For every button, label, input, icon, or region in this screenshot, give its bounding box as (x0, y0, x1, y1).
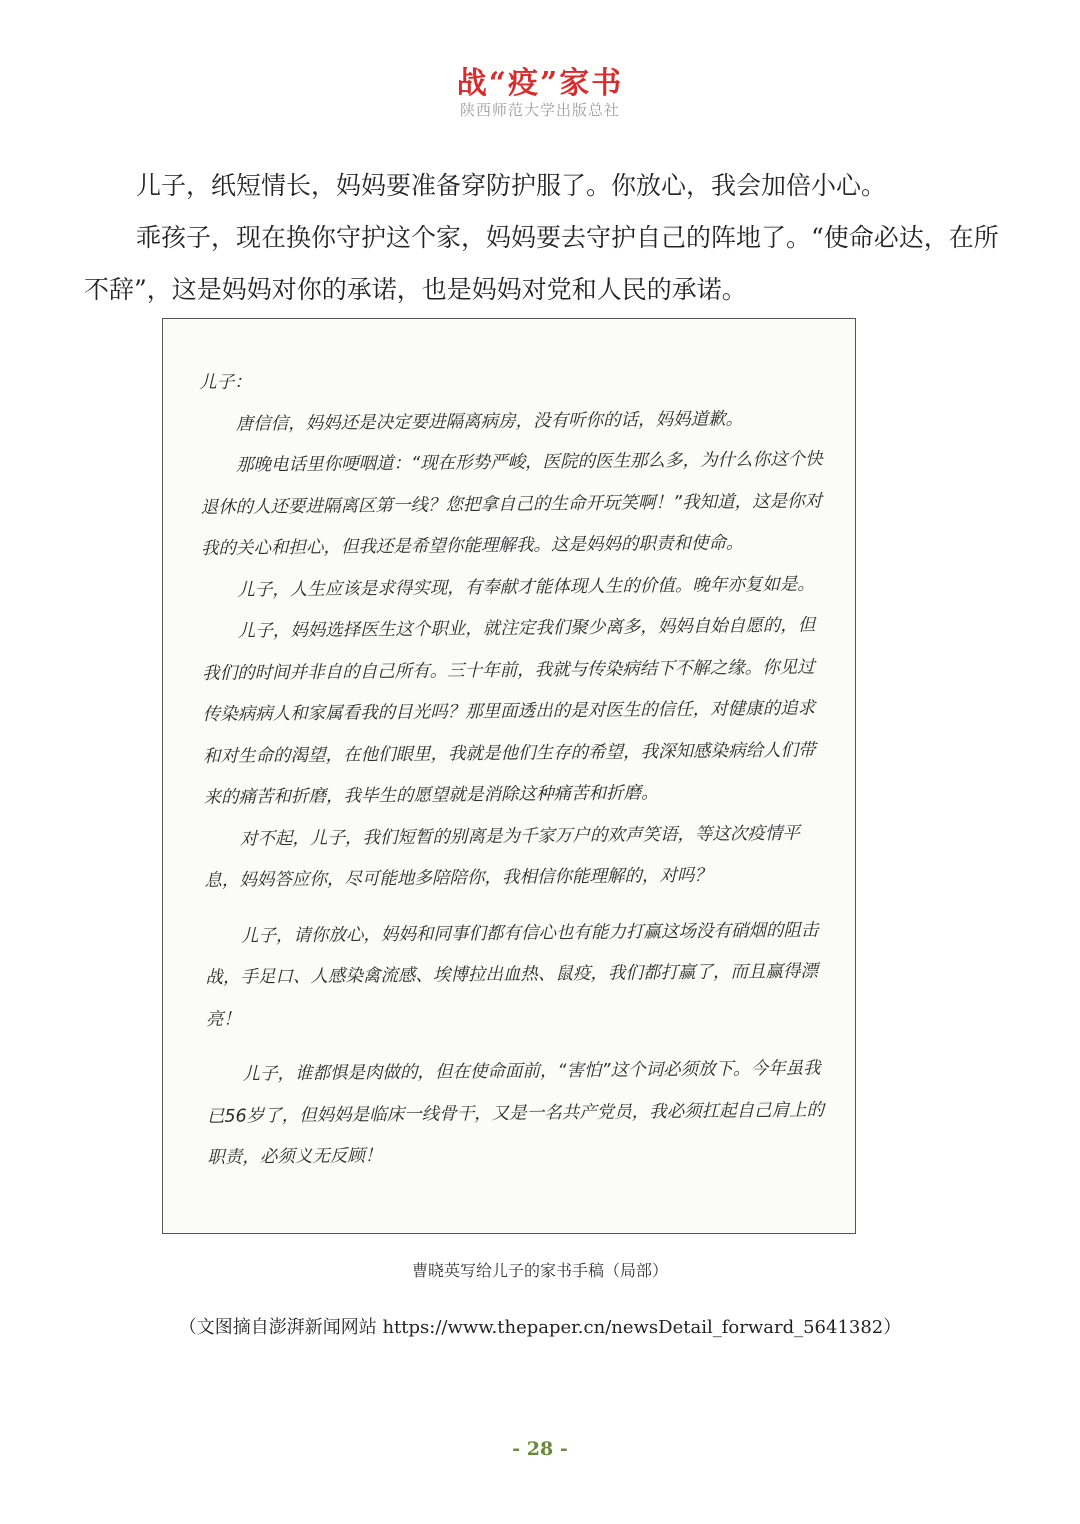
letter-paragraph: 儿子，谁都惧是肉做的，但在使命面前，“害怕”这个词必须放下。今年虽我已56岁了，但妈妈是临床一线骨干，又是一名共产党员，我必须扛起自己肩上的职责，必须义无反顾！ (206, 1058, 825, 1168)
book-title: 战“疫”家书 (456, 66, 624, 101)
letter-paragraph: 对不起，儿子，我们短暂的别离是为千家万户的欢声笑语，等这次疫情平息，妈妈答应你，尽可能地多陪陪你，我相信你能理解的，对吗？ (204, 823, 801, 891)
body-paragraph: 儿子，纸短情长，妈妈要准备穿防护服了。你放心，我会加倍小心。 (136, 171, 887, 200)
letter-paragraph: 儿子，妈妈选择医生这个职业，就注定我们聚少离多，妈妈自始自愿的，但我们的时间并非自的自己所有。三十年前，我就与传染病结下不解之缘。你见过传染病病人和家属看我的目光吗？那里面透出的是对医生的信任，对健康的追求和对生命的渴望，在他们眼里，我就是他们生存的希望，我深知感染病给人们带来的痛苦和折磨，我毕生的愿望就是消除这种痛苦和折磨。 (202, 615, 816, 808)
publisher-name: 陕西师范大学出版总社 (459, 101, 620, 119)
letter-paragraph: 唐信信，妈妈还是决定要进隔离病房，没有听你的话，妈妈道歉。 (235, 408, 744, 435)
image-caption: 曹晓英写给儿子的家书手稿（局部） (411, 1261, 668, 1280)
letter-salutation: 儿子： (199, 372, 252, 393)
page-number: - 28 - (512, 1438, 568, 1460)
handwritten-letter-image (162, 318, 856, 1234)
letter-paragraph: 那晚电话里你哽咽道：“现在形势严峻，医院的医生那么多，为什么你这个快退休的人还要进隔离区第一线？您把拿自己的生命开玩笑啊！”我知道，这是你对我的关心和担心，但我还是希望你能理解我。这是妈妈的职责和使命。 (200, 449, 823, 559)
source-citation: （文图摘自澎湃新闻网站 https://www.thepaper.cn/newsDetail_forward_5641382） (178, 1317, 902, 1338)
letter-paragraph: 儿子，请你放心，妈妈和同事们都有信心也有能力打赢这场没有硝烟的阻击战，手足口、人感染禽流感、埃博拉出血热、鼠疫，我们都打赢了，而且赢得漂亮！ (205, 920, 819, 1030)
body-text (84, 160, 1004, 316)
letter-paragraph: 儿子，人生应该是求得实现，有奉献才能体现人生的价值。晚年亦复如是。 (237, 574, 815, 601)
body-paragraph: 乖孩子，现在换你守护这个家，妈妈要去守护自己的阵地了。“使命必达，在所不辞”，这是妈妈对你的承诺，也是妈妈对党和人民的承诺。 (84, 223, 999, 304)
handwritten-letter-text (199, 356, 833, 1179)
